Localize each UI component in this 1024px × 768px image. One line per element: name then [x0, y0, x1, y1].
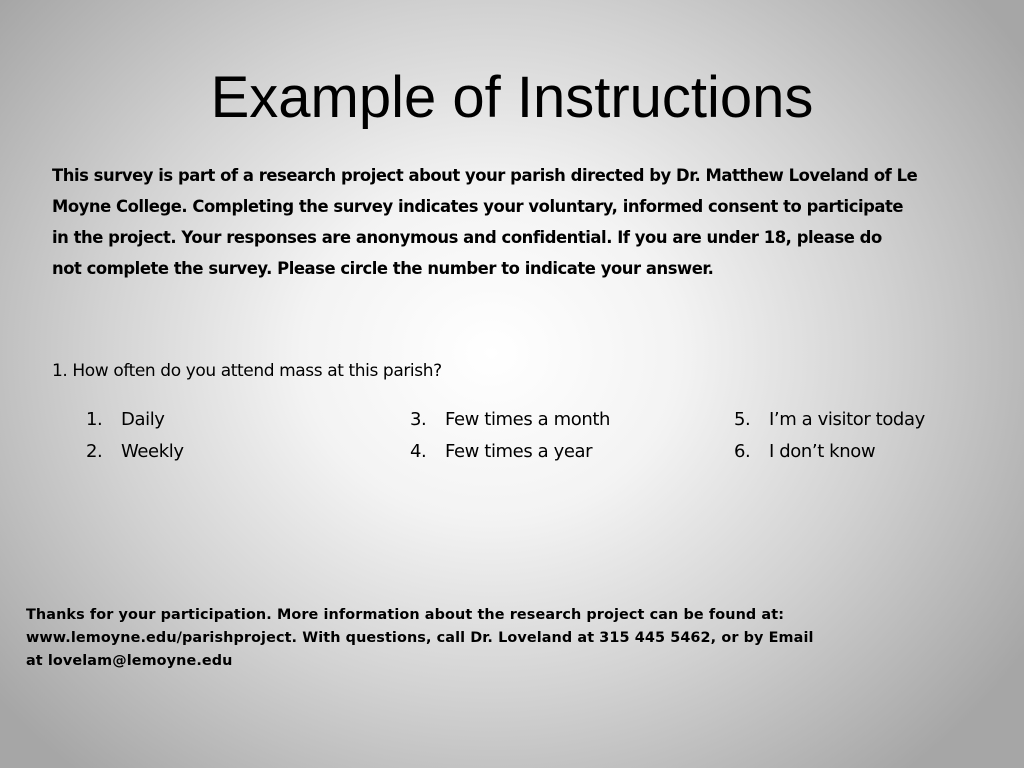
instructions-line: This survey is part of a research project about your parish directed by Dr. Matthew Loveland of Le — [52, 166, 918, 185]
answer-option-dont-know — [734, 438, 875, 466]
option-number: 3. — [410, 409, 427, 430]
slide-title: Example of Instructions — [210, 65, 814, 130]
survey-instructions — [52, 160, 962, 284]
answer-option-few-times-a-month — [410, 406, 610, 434]
option-label: I’m a visitor today — [769, 409, 925, 430]
answer-option-few-times-a-year — [410, 438, 592, 466]
footer-line: at lovelam@lemoyne.edu — [26, 653, 233, 669]
option-number: 5. — [734, 409, 751, 430]
option-label: Weekly — [121, 441, 184, 462]
option-label: Few times a month — [445, 409, 611, 430]
option-label: I don’t know — [769, 441, 876, 462]
instructions-line: in the project. Your responses are anonymous and confidential. If you are under 18, please do — [52, 228, 882, 247]
answer-option-visitor-today — [734, 406, 925, 434]
option-number: 6. — [734, 441, 751, 462]
instructions-line: Moyne College. Completing the survey indicates your voluntary, informed consent to participate — [52, 197, 904, 216]
instructions-line: not complete the survey. Please circle the number to indicate your answer. — [52, 259, 714, 278]
answer-option-weekly — [86, 438, 184, 466]
contact-footer — [26, 604, 986, 673]
option-label: Daily — [121, 409, 165, 430]
footer-line: Thanks for your participation. More information about the research project can be found at: — [26, 607, 785, 623]
option-label: Few times a year — [445, 441, 593, 462]
option-number: 1. — [86, 409, 103, 430]
option-number: 2. — [86, 441, 103, 462]
option-number: 4. — [410, 441, 427, 462]
answer-option-daily — [86, 406, 165, 434]
footer-line: www.lemoyne.edu/parishproject. With questions, call Dr. Loveland at 315 445 5462, or by Email — [26, 630, 814, 646]
survey-question: 1. How often do you attend mass at this parish? — [52, 361, 442, 381]
